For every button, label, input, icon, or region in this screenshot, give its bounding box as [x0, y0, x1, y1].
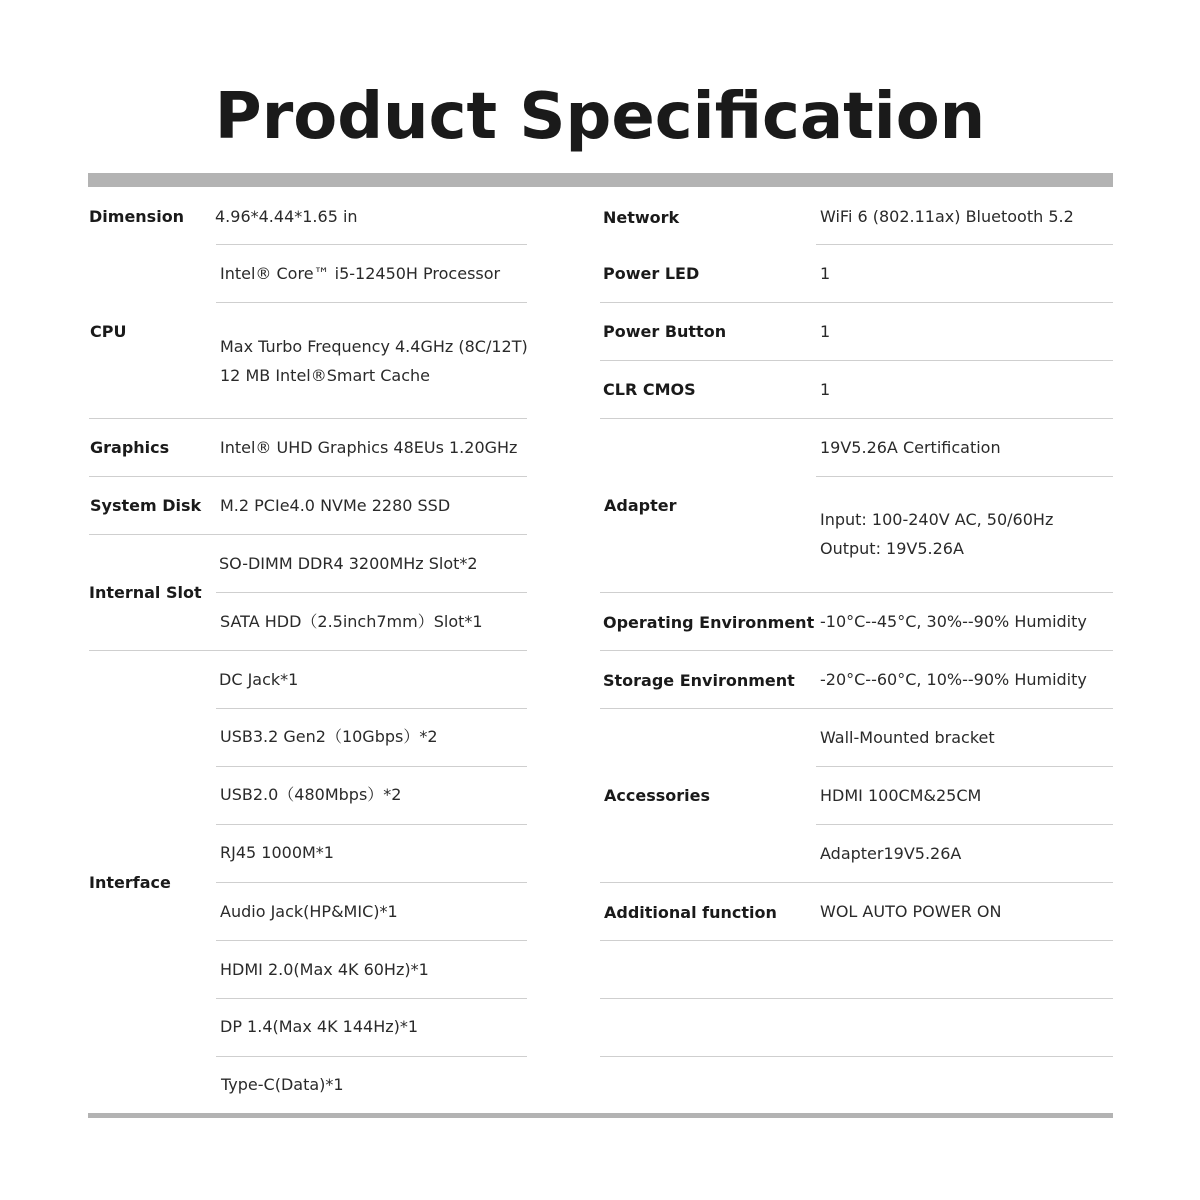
row-divider	[600, 302, 1113, 303]
row-divider	[89, 650, 527, 651]
row-divider	[89, 418, 527, 419]
interface-item: USB2.0（480Mbps）*2	[220, 785, 402, 804]
adapter-input-output: Input: 100-240V AC, 50/60Hz Output: 19V5.26A	[820, 510, 1054, 558]
interface-item: DC Jack*1	[219, 670, 299, 689]
row-divider	[216, 302, 527, 303]
row-divider	[216, 998, 527, 999]
interface-item: USB3.2 Gen2（10Gbps）*2	[220, 727, 438, 746]
row-divider	[216, 940, 527, 941]
storage-environment-value: -20°C--60°C, 10%--90% Humidity	[820, 670, 1087, 689]
row-divider	[600, 592, 1113, 593]
row-divider	[600, 650, 1113, 651]
internal-slot-memory: SO-DIMM DDR4 3200MHz Slot*2	[219, 554, 478, 573]
dimension-value: 4.96*4.44*1.65 in	[215, 207, 358, 226]
additional-function-value: WOL AUTO POWER ON	[820, 902, 1002, 921]
power-led-label: Power LED	[603, 264, 700, 283]
row-divider	[816, 766, 1113, 767]
operating-environment-label: Operating Environment	[603, 613, 815, 632]
row-divider	[600, 1056, 1113, 1057]
row-divider	[816, 244, 1113, 245]
interface-item: Audio Jack(HP&MIC)*1	[220, 902, 398, 921]
interface-label: Interface	[89, 873, 171, 892]
internal-slot-sata: SATA HDD（2.5inch7mm）Slot*1	[220, 612, 483, 631]
row-divider	[216, 1056, 527, 1057]
accessory-item: HDMI 100CM&25CM	[820, 786, 982, 805]
accessories-label: Accessories	[604, 786, 710, 805]
system-disk-label: System Disk	[90, 496, 202, 515]
clr-cmos-value: 1	[820, 380, 831, 399]
adapter-certification: 19V5.26A Certification	[820, 438, 1001, 457]
power-button-value: 1	[820, 322, 831, 341]
row-divider	[816, 476, 1113, 477]
page-title: Product Specification	[214, 80, 986, 154]
additional-function-label: Additional function	[604, 903, 777, 922]
row-divider	[216, 766, 527, 767]
bottom-divider-bar	[88, 1113, 1113, 1118]
row-divider	[600, 998, 1113, 999]
internal-slot-label: Internal Slot	[89, 583, 202, 602]
system-disk-value: M.2 PCIe4.0 NVMe 2280 SSD	[220, 496, 451, 515]
interface-item: RJ45 1000M*1	[220, 843, 334, 862]
power-led-value: 1	[820, 264, 831, 283]
interface-item: HDMI 2.0(Max 4K 60Hz)*1	[220, 960, 429, 979]
row-divider	[216, 592, 527, 593]
top-divider-bar	[88, 173, 1113, 187]
accessory-item: Wall-Mounted bracket	[820, 728, 995, 747]
adapter-label: Adapter	[604, 496, 677, 515]
graphics-label: Graphics	[90, 438, 170, 457]
row-divider	[816, 824, 1113, 825]
row-divider	[600, 418, 1113, 419]
operating-environment-value: -10°C--45°C, 30%--90% Humidity	[820, 612, 1087, 631]
interface-item: DP 1.4(Max 4K 144Hz)*1	[220, 1017, 419, 1036]
cpu-frequency-cache: Max Turbo Frequency 4.4GHz (8C/12T) 12 MB Intel®Smart Cache	[220, 337, 528, 385]
row-divider	[600, 360, 1113, 361]
row-divider	[216, 882, 527, 883]
cpu-processor: Intel® Core™ i5-12450H Processor	[220, 264, 501, 283]
network-label: Network	[603, 208, 680, 227]
dimension-label: Dimension	[89, 207, 185, 226]
power-button-label: Power Button	[603, 322, 727, 341]
row-divider	[600, 708, 1113, 709]
row-divider	[216, 708, 527, 709]
interface-item: Type-C(Data)*1	[221, 1075, 344, 1094]
row-divider	[89, 476, 527, 477]
row-divider	[216, 244, 527, 245]
cpu-label: CPU	[90, 322, 127, 341]
row-divider	[600, 940, 1113, 941]
network-value: WiFi 6 (802.11ax) Bluetooth 5.2	[820, 207, 1074, 226]
row-divider	[216, 824, 527, 825]
clr-cmos-label: CLR CMOS	[603, 380, 696, 399]
storage-environment-label: Storage Environment	[603, 671, 795, 690]
graphics-value: Intel® UHD Graphics 48EUs 1.20GHz	[220, 438, 518, 457]
row-divider	[89, 534, 527, 535]
row-divider	[600, 882, 1113, 883]
accessory-item: Adapter19V5.26A	[820, 844, 962, 863]
